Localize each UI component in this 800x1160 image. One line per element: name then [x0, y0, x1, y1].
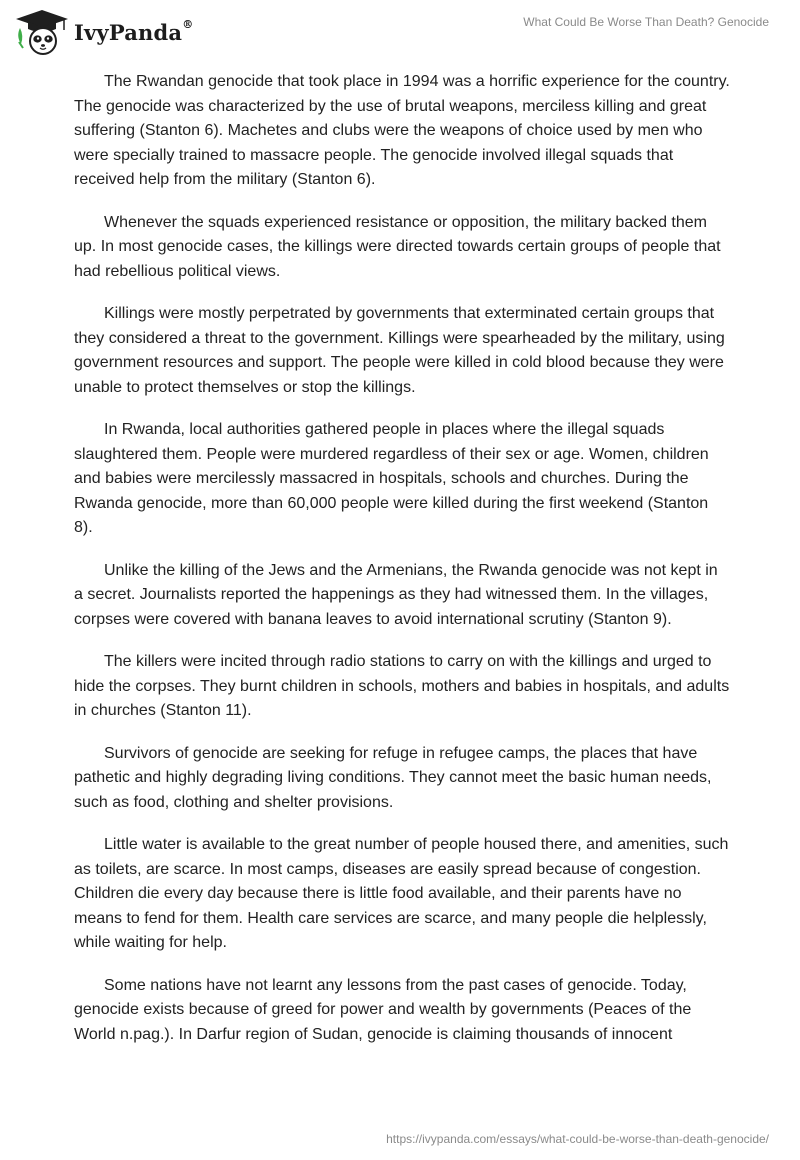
- paragraph: Whenever the squads experienced resistance or opposition, the military backed them up. In most genocide cases, the killings were directed towards certain groups of people that had rebellious political views.: [74, 213, 721, 280]
- paragraph: The killers were incited through radio stations to carry on with the killings and urged to hide the corpses. They burnt children in schools, mothers and babies in hospitals, and adults in churches (Stanton 11).: [74, 653, 730, 719]
- panda-graduation-cap-icon: [14, 8, 70, 56]
- page-header: [0, 0, 800, 60]
- brand-name: [74, 17, 194, 45]
- paragraph: Survivors of genocide are seeking for refuge in refugee camps, the places that have pathetic and highly degrading living conditions. They cannot meet the basic human needs, such as food, clothing and shelter provisions.: [74, 744, 712, 811]
- brand-text: IvyPanda: [74, 19, 183, 45]
- trademark-symbol: ®: [182, 17, 194, 31]
- paragraph: Unlike the killing of the Jews and the Armenians, the Rwanda genocide was not kept in a secret. Journalists reported the happenings as they had witnessed them. In the villages, corpses were covered with banana leaves to avoid international scrutiny (Stanton 9).: [74, 561, 718, 628]
- essay-body: [74, 70, 730, 1065]
- document-title: What Could Be Worse Than Death? Genocide: [523, 15, 769, 29]
- brand-logo[interactable]: [14, 8, 193, 56]
- paragraph: Some nations have not learnt any lessons from the past cases of genocide. Today, genocide exists because of greed for power and wealth by governments (Peaces of the World n.pag.). In Darfur region of Sudan, genocide is claiming thousands of innocent: [74, 976, 692, 1043]
- paragraph: In Rwanda, local authorities gathered people in places where the illegal squads slaughtered them. People were murdered regardless of their sex or age. Women, children and babies were mercilessly massacred in hospitals, schools and churches. During the Rwanda genocide, more than 60,000 people were killed during the first weekend (Stanton 8).: [74, 421, 709, 536]
- paragraph: The Rwandan genocide that took place in 1994 was a horrific experience for the country. The genocide was characterized by the use of brutal weapons, merciless killing and great suffering (Stanton 6). Machetes and clubs were the weapons of choice used by men who were specially trained to massacre people. The genocide involved illegal squads that received help from the military (Stanton 6).: [74, 73, 730, 188]
- source-url[interactable]: https://ivypanda.com/essays/what-could-be-worse-than-death-genocide/: [386, 1132, 769, 1146]
- paragraph: Little water is available to the great number of people housed there, and amenities, such as toilets, are scarce. In most camps, diseases are easily spread because of congestion. Children die every day because there is little food available, and their parents have no means to fend for them. Health care services are scarce, and many people die helplessly, while waiting for help.: [74, 836, 729, 951]
- paragraph: Killings were mostly perpetrated by governments that exterminated certain groups that they considered a threat to the government. Killings were spearheaded by the military, using government resources and support. The people were killed in cold blood because they were unable to protect themselves or stop the killings.: [74, 305, 725, 396]
